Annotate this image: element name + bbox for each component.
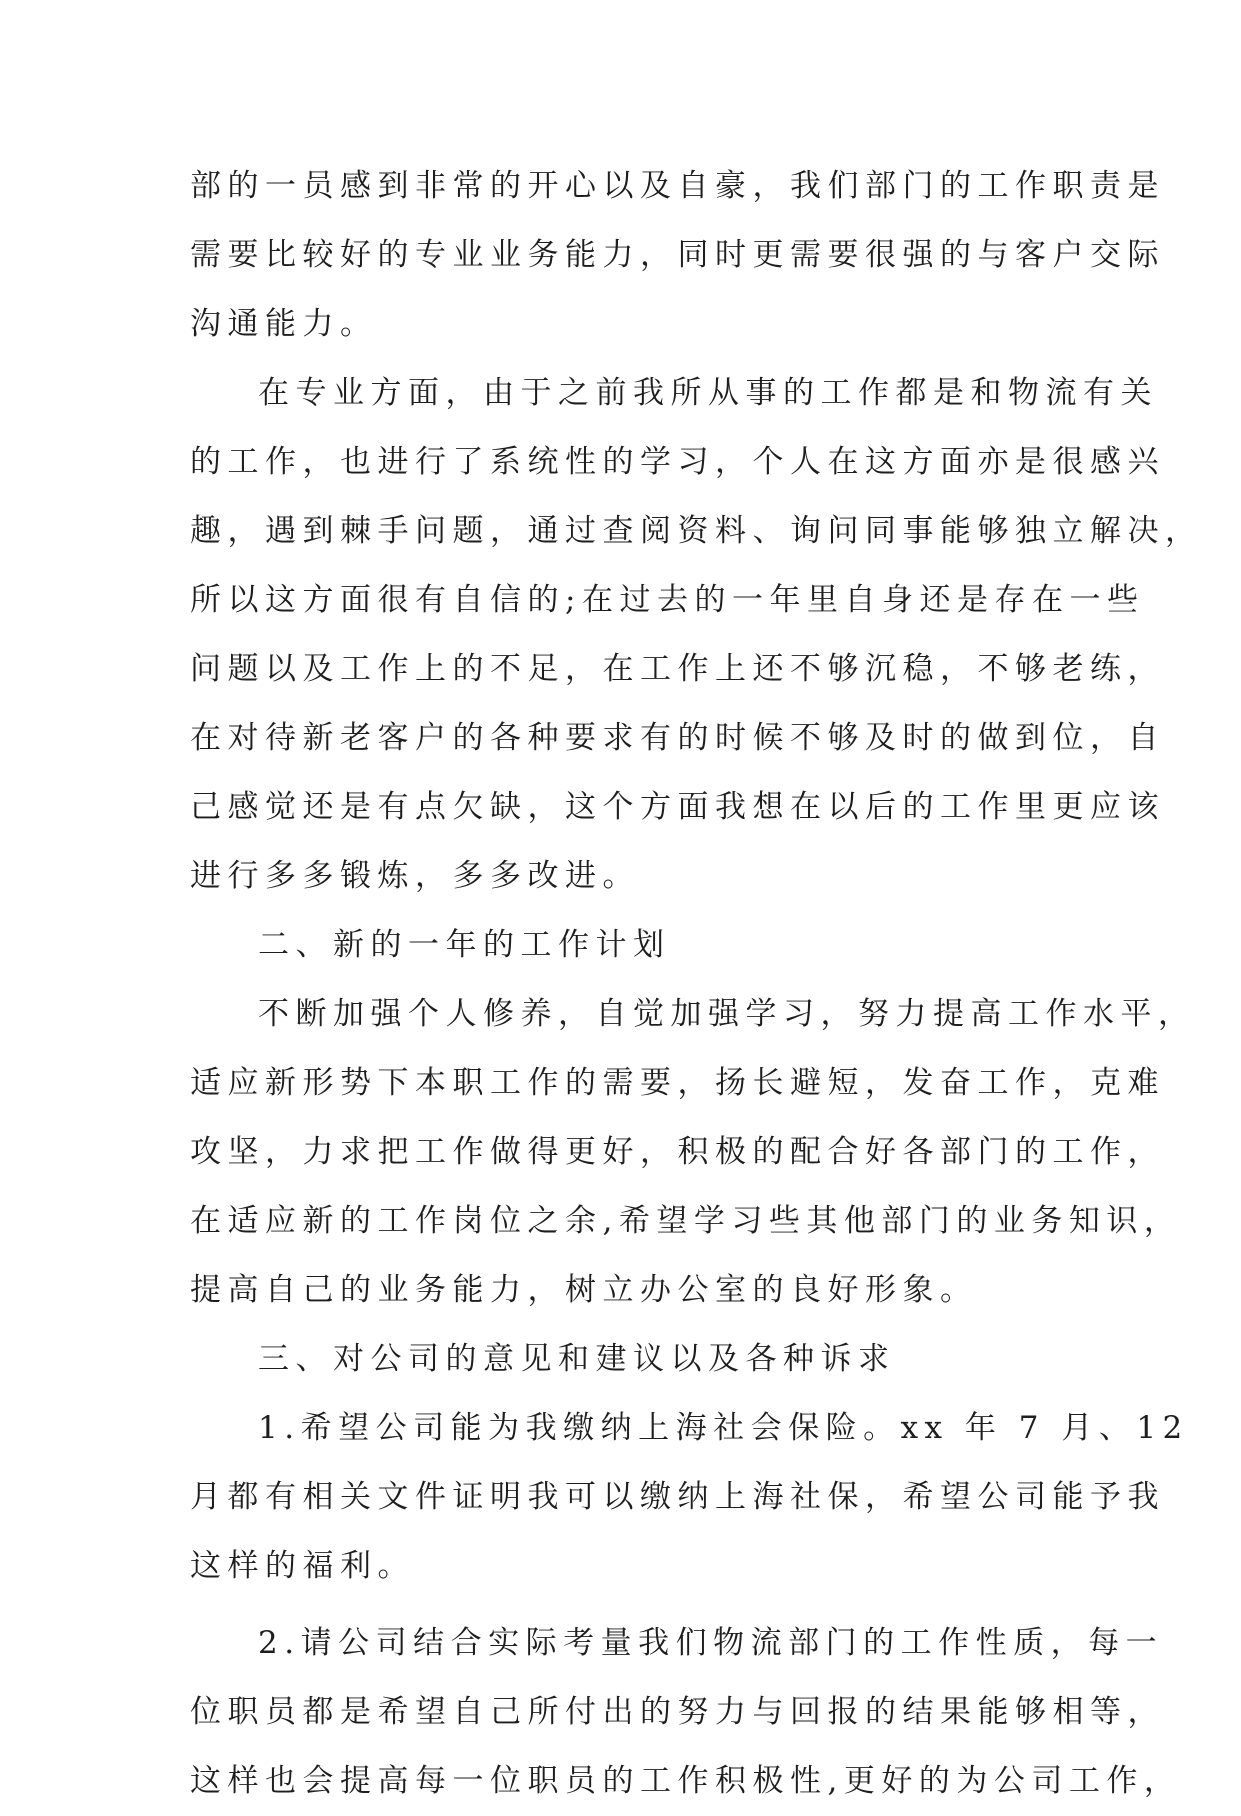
body-line: 沟通能力。 [190, 306, 378, 342]
list-item-line: 这样的福利。 [190, 1548, 415, 1584]
body-line: 部的一员感到非常的开心以及自豪，我们部门的工作职责是 [190, 168, 1165, 204]
list-item-line: 位职员都是希望自己所付出的努力与回报的结果能够相等， [190, 1694, 1165, 1730]
body-line: 进行多多锻炼，多多改进。 [190, 858, 640, 894]
body-line: 在专业方面，由于之前我所从事的工作都是和物流有关 [258, 375, 1158, 411]
section-heading: 三、对公司的意见和建议以及各种诉求 [258, 1341, 896, 1377]
body-line: 提高自己的业务能力，树立办公室的良好形象。 [190, 1272, 978, 1308]
body-line: 攻坚，力求把工作做得更好，积极的配合好各部门的工作， [190, 1134, 1165, 1170]
body-line: 问题以及工作上的不足，在工作上还不够沉稳，不够老练， [190, 651, 1165, 687]
section-heading: 二、新的一年的工作计划 [258, 927, 671, 963]
list-item-line: 这样也会提高每一位职员的工作积极性,更好的为公司工作， [190, 1763, 1182, 1799]
list-item-line: 2.请公司结合实际考量我们物流部门的工作性质，每一 [258, 1625, 1164, 1661]
body-line: 的工作，也进行了系统性的学习，个人在这方面亦是很感兴 [190, 444, 1165, 480]
list-item-line: 月都有相关文件证明我可以缴纳上海社保，希望公司能予我 [190, 1479, 1165, 1515]
body-line: 在对待新老客户的各种要求有的时候不够及时的做到位，自 [190, 720, 1165, 756]
body-line: 需要比较好的专业业务能力，同时更需要很强的与客户交际 [190, 237, 1165, 273]
body-line: 己感觉还是有点欠缺，这个方面我想在以后的工作里更应该 [190, 789, 1165, 825]
body-line: 趣，遇到棘手问题，通过查阅资料、询问同事能够独立解决， [190, 513, 1203, 549]
body-line: 在适应新的工作岗位之余,希望学习些其他部门的业务知识， [190, 1203, 1182, 1239]
list-item-line: 1.希望公司能为我缴纳上海社会保险。xx 年 7 月、12 [258, 1410, 1189, 1446]
document-body [190, 152, 1203, 1816]
body-line: 不断加强个人修养，自觉加强学习，努力提高工作水平， [258, 996, 1196, 1032]
body-line: 适应新形势下本职工作的需要，扬长避短，发奋工作，克难 [190, 1065, 1165, 1101]
body-line: 所以这方面很有自信的;在过去的一年里自身还是存在一些 [190, 582, 1145, 618]
